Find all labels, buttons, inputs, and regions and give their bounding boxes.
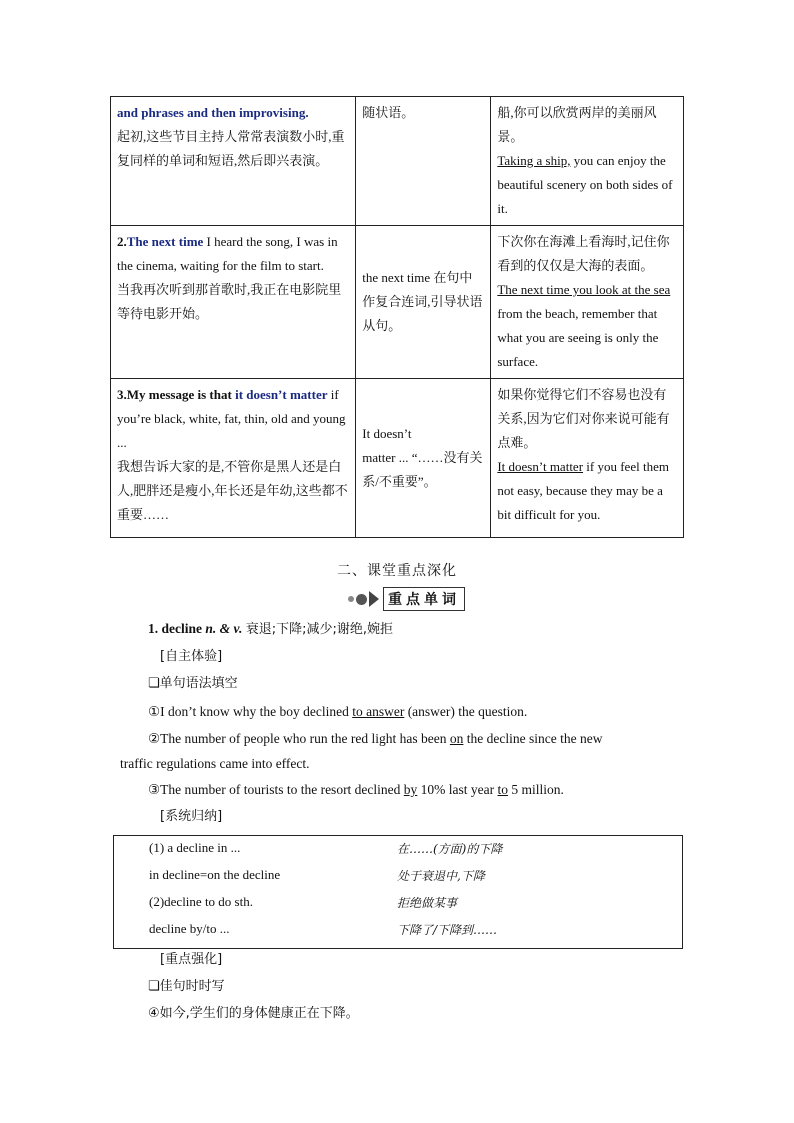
question-2-cont: traffic regulations came into effect.	[120, 756, 310, 771]
practice-translation: 如果你觉得它们不容易也没有关系,因为它们对你来说可能有点难。	[497, 387, 670, 450]
example-sentence-en: 3.My message is that	[117, 387, 236, 402]
subheading: [自主体验]	[160, 649, 223, 664]
entry-heading	[148, 620, 393, 639]
answer-blank: to	[497, 782, 509, 797]
example-table	[110, 96, 684, 538]
item-number: 2.	[117, 234, 127, 249]
section-badge	[348, 588, 465, 610]
example-sentence-en: I heard the song, I was in the cinema, waiting for the film to start.	[117, 234, 338, 273]
summary-meaning: 处于衰退中,下降	[397, 869, 485, 883]
dot-icon	[348, 596, 354, 602]
answer-blank: on	[449, 731, 464, 746]
example-translation: 我想告诉大家的是,不管你是黑人还是白人,肥胖还是瘦小,年长还是年幼,这些都不重要……	[117, 459, 348, 522]
entry-meaning: 衰退;下降;减少;谢绝,婉拒	[245, 622, 394, 637]
arrow-right-icon	[369, 591, 379, 607]
summary-meaning: 拒绝做某事	[397, 896, 458, 910]
entry-pos: n. & v.	[205, 621, 246, 636]
entry-word: 1. decline	[148, 621, 206, 636]
question-text: ②The number of people who run the red light has been	[148, 731, 450, 746]
example-sentence-en: and phrases and then improvising.	[117, 105, 309, 120]
practice-sentence: if you feel them not easy, because they may be a bit difficult for you.	[497, 459, 669, 522]
summary-phrase: decline by/to ...	[149, 921, 230, 936]
table-cell	[356, 97, 491, 226]
usage-note: the next time 在句中作复合连词,引导状语从句。	[362, 270, 483, 333]
question-text: 5 million.	[508, 782, 564, 797]
practice-sentence: you can enjoy the beautiful scenery on both sides of it.	[497, 153, 673, 216]
question-text: 10% last year	[417, 782, 498, 797]
example-translation: 当我再次听到那首歌时,我正在电影院里等待电影开始。	[117, 282, 342, 321]
badge-label: 重点单词	[383, 587, 465, 611]
usage-note: It doesn’t	[362, 426, 412, 441]
question-2	[148, 730, 602, 748]
example-sentence-en: if you’re black, white, fat, thin, old and young ...	[117, 387, 346, 450]
answer-blank: to answer	[352, 704, 405, 719]
summary-meaning: 在……(方面)的下降	[397, 842, 503, 856]
usage-note: 随状语。	[362, 105, 415, 120]
table-row	[111, 379, 684, 538]
answer-blank: by	[403, 782, 418, 797]
practice-answer: The next time you look at the sea	[497, 282, 671, 297]
summary-phrase: in decline=on the decline	[149, 867, 281, 882]
table-cell	[491, 226, 684, 379]
question-text: ①I don’t know why the boy declined	[148, 704, 353, 719]
question-3	[148, 781, 564, 799]
table-cell	[491, 97, 684, 226]
question-1	[148, 703, 527, 721]
subheading: [重点强化]	[160, 952, 223, 967]
table-cell	[111, 379, 356, 538]
summary-phrase: (1) a decline in ...	[149, 840, 241, 855]
task-heading: ❏单句语法填空	[148, 676, 238, 691]
summary-meaning: 下降了/下降到……	[397, 923, 498, 937]
practice-translation: 下次你在海滩上看海时,记住你看到的仅仅是大海的表面。	[497, 234, 670, 273]
table-cell	[491, 379, 684, 538]
summary-box	[113, 835, 683, 949]
example-translation: 起初,这些节目主持人常常表演数小时,重复同样的单词和短语,然后即兴表演。	[117, 129, 345, 168]
key-phrase: The next time	[126, 234, 204, 249]
practice-sentence: from the beach, remember that what you are seeing is only the surface.	[497, 306, 659, 369]
table-cell	[111, 97, 356, 226]
question-4: ④如今,学生们的身体健康正在下降。	[148, 1006, 359, 1021]
usage-note: matter ... “……没有关系/不重要”。	[362, 450, 483, 489]
table-cell	[356, 226, 491, 379]
question-text: the decline since the new	[463, 731, 603, 746]
section-title: 二、课堂重点深化	[337, 564, 457, 579]
summary-phrase: (2)decline to do sth.	[149, 894, 253, 909]
dot-icon	[356, 594, 367, 605]
question-text: (answer) the question.	[404, 704, 528, 719]
task-heading: ❏佳句时时写	[148, 979, 225, 994]
table-cell	[111, 226, 356, 379]
question-text: ③The number of tourists to the resort declined	[148, 782, 404, 797]
table-cell	[356, 379, 491, 538]
practice-answer: Taking a ship,	[497, 153, 571, 168]
practice-translation: 船,你可以欣赏两岸的美丽风景。	[497, 105, 657, 144]
table-row	[111, 226, 684, 379]
key-phrase: it doesn’t matter	[235, 387, 328, 402]
subheading: [系统归纳]	[160, 809, 223, 824]
table-row	[111, 97, 684, 226]
practice-answer: It doesn’t matter	[497, 459, 584, 474]
